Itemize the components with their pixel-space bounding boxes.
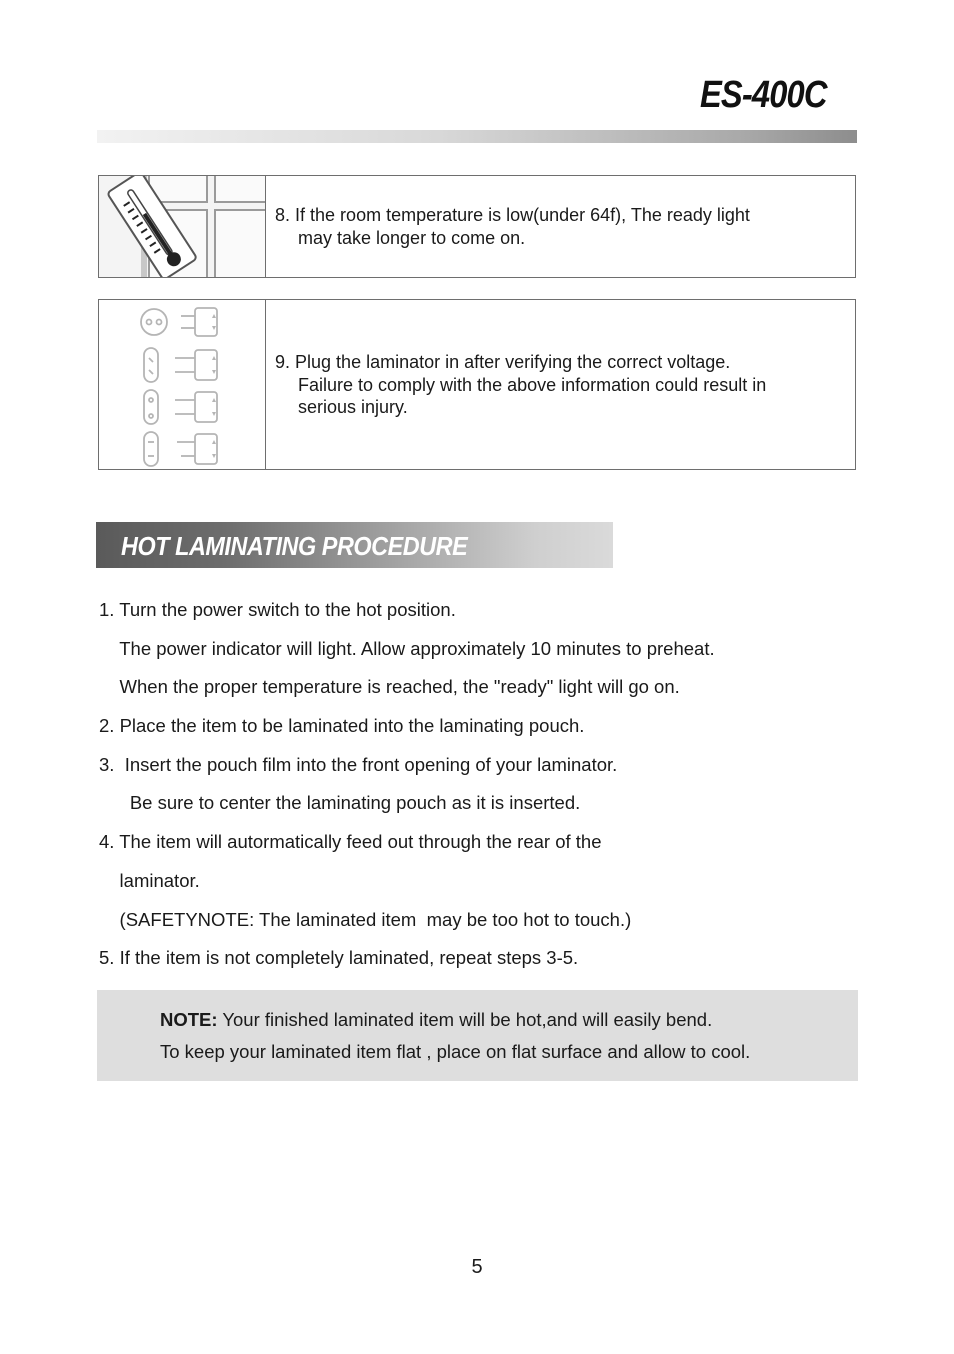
header-rule xyxy=(97,130,857,143)
notice-8-text xyxy=(275,204,845,249)
note-label: NOTE: xyxy=(160,1009,218,1030)
notice-voltage xyxy=(98,299,856,470)
notice-9-text xyxy=(275,351,845,419)
notice-9-number: 9. xyxy=(275,352,291,372)
thermometer-icon xyxy=(99,176,266,277)
notice-9-line-2: Failure to comply with the above information could result in xyxy=(298,374,767,395)
step-line: When the proper temperature is reached, the "ready" light will go on. xyxy=(99,676,680,698)
notice-8-number: 8. xyxy=(275,205,291,225)
step-line: 5. If the item is not completely laminated, repeat steps 3-5. xyxy=(99,947,579,969)
notice-8-line-2: may take longer to come on. xyxy=(298,227,526,248)
note-text-1: Your finished laminated item will be hot,and will easily bend. xyxy=(217,1009,713,1030)
step-line: laminator. xyxy=(99,869,200,891)
section-heading-bar xyxy=(96,522,613,568)
note-line-1 xyxy=(160,1009,712,1031)
step-line: 3. Insert the pouch film into the front opening of your laminator. xyxy=(99,753,618,775)
page-number: 5 xyxy=(471,1256,483,1278)
note-box xyxy=(97,990,858,1081)
notice-temperature xyxy=(98,175,856,278)
notice-8-line-1: If the room temperature is low(under 64f), The ready light xyxy=(295,205,750,225)
step-line: The power indicator will light. Allow approximately 10 minutes to preheat. xyxy=(99,637,715,659)
notice-9-line-3: serious injury. xyxy=(298,397,408,417)
step-line: 2. Place the item to be laminated into the laminating pouch. xyxy=(99,715,585,737)
step-line: 4. The item will autormatically feed out through the rear of the xyxy=(99,831,602,853)
step-line: Be sure to center the laminating pouch as it is inserted. xyxy=(99,792,581,814)
section-title: HOT LAMINATING PROCEDURE xyxy=(121,531,468,561)
model-title: ES-400C xyxy=(700,74,827,116)
note-line-2: To keep your laminated item flat , place on flat surface and allow to cool. xyxy=(160,1041,751,1062)
power-plugs-icon xyxy=(99,300,266,469)
procedure-steps xyxy=(99,598,839,985)
step-line: 1. Turn the power switch to the hot position. xyxy=(99,599,456,620)
step-line: (SAFETYNOTE: The laminated item may be too hot to touch.) xyxy=(99,908,632,930)
notice-9-line-1: Plug the laminator in after verifying the correct voltage. xyxy=(295,352,731,372)
